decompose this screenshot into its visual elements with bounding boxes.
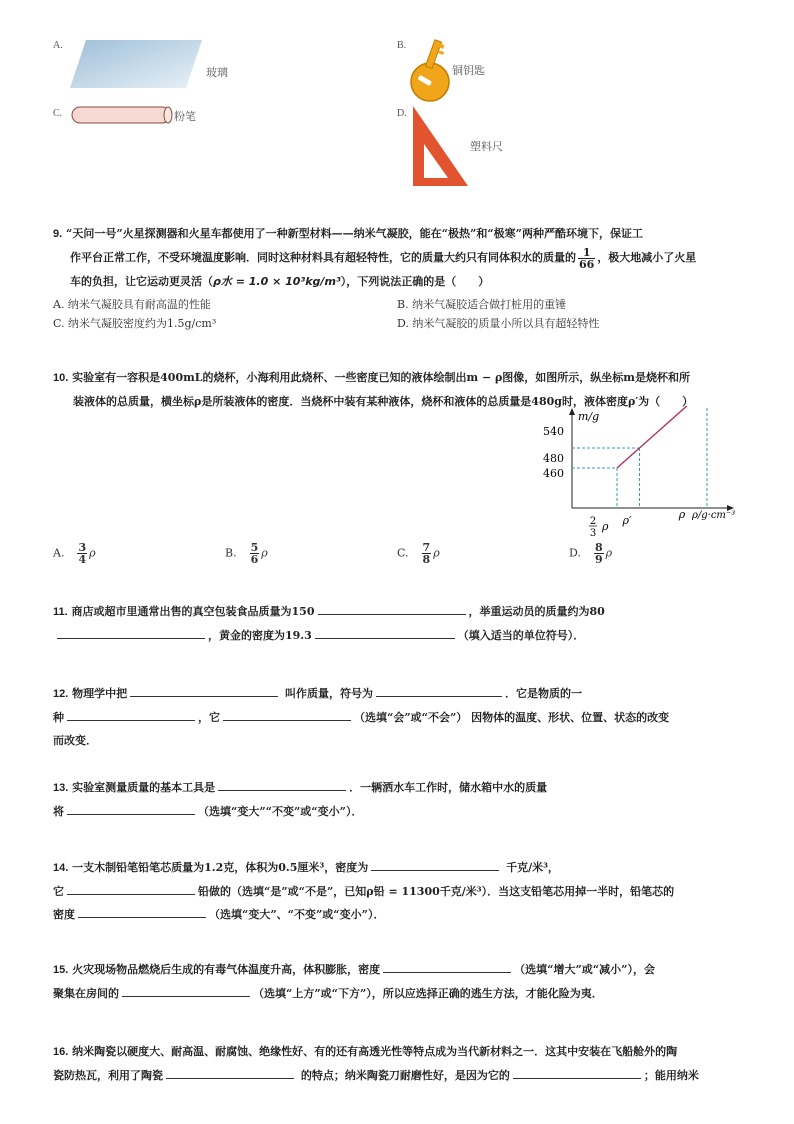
q9-option-a[interactable]: A. 纳米气凝胶具有耐高温的性能 <box>53 298 211 311</box>
q9-option-b[interactable]: B. 纳米气凝胶适合做打桩用的重锤 <box>397 298 567 311</box>
question-text: “天问一号”火星探测器和火星车都使用了一种新型材料——纳米气凝胶，能在“极热”和“极寒”两种严酷环境下，保证工 <box>66 227 643 240</box>
x-tick-two-thirds-num: 2 <box>589 516 597 527</box>
option-c-label: 粉笔 <box>174 111 196 123</box>
question-16 <box>53 1040 743 1087</box>
answer-blank[interactable] <box>78 904 206 918</box>
question-text: （填入适当的单位符号）． <box>457 629 585 642</box>
x-tick-two-thirds-rho: ρ <box>602 520 609 533</box>
y-tick-460: 460 <box>543 467 564 480</box>
question-text: 铅做的（选填“是”或“不是”，已知ρ铅 = 11300千克/米³）．当这支铅笔芯用掉一半时，铅笔芯的 <box>198 885 675 898</box>
question-text: （选填“变大”、“不变”或“变小”）． <box>209 908 385 921</box>
question-text: 火灾现场物品燃烧后生成的有毒气体温度升高，体积膨胀，密度 <box>72 963 381 976</box>
question-text: ．它是物质的一 <box>504 687 582 700</box>
question-text: 车的负担，让它运动更灵活（ <box>70 274 213 288</box>
question-text: 纳米陶瓷以硬度大、耐高温、耐腐蚀、绝缘性好、有的还有高透光性等特点成为当代新材料之一．这其中安装在飞船舱外的陶 <box>72 1045 678 1058</box>
m-rho-graph <box>520 406 744 540</box>
y-axis-arrow <box>569 408 575 415</box>
answer-blank[interactable] <box>218 777 346 791</box>
option-b-label: 铜钥匙 <box>452 65 485 77</box>
option-a-letter: A. <box>53 40 63 51</box>
question-text: 种 <box>53 711 64 724</box>
answer-blank[interactable] <box>318 601 466 615</box>
question-text: （选填“上方”或“下方”），所以应选择正确的逃生方法，才能化险为夷． <box>253 987 603 1000</box>
question-text: 瓷防热瓦，利用了陶瓷 <box>53 1069 163 1082</box>
option-a-label: 玻璃 <box>206 67 228 79</box>
question-text: 叫作质量，符号为 <box>284 687 373 700</box>
question-text: 千克/米³， <box>506 861 559 874</box>
answer-blank[interactable] <box>122 983 250 997</box>
answer-blank[interactable] <box>223 707 351 721</box>
y-tick-480: 480 <box>543 452 564 465</box>
question-13 <box>53 776 743 823</box>
answer-blank[interactable] <box>376 683 502 697</box>
answer-blank[interactable] <box>513 1065 641 1079</box>
question-text: （选填“增大”或“减小”），会 <box>514 963 655 976</box>
fraction-1-66: $\frac{1}{66}$ <box>579 245 595 271</box>
answer-blank[interactable] <box>57 625 205 639</box>
question-number: 11. <box>53 606 68 618</box>
question-11 <box>53 600 743 647</box>
y-axis-label: m/g <box>578 410 600 423</box>
answer-blank[interactable] <box>383 959 511 973</box>
question-text: ；能用纳米 <box>643 1069 699 1082</box>
question-number: 15. <box>53 964 69 976</box>
question-text: （选填“变大”“不变”或“变小”）． <box>198 805 363 818</box>
answer-blank[interactable] <box>371 857 499 871</box>
glass-pane-image <box>70 38 204 90</box>
question-number: 16. <box>53 1046 69 1058</box>
q9-option-d[interactable]: D. 纳米气凝胶的质量小所以具有超轻特性 <box>397 317 600 330</box>
answer-blank[interactable] <box>67 707 195 721</box>
question-15 <box>53 958 743 1005</box>
question-text: 作平台正常工作，不受环境温度影响．同时这种材料具有超轻特性，它的质量大约只有同体积水的质量的 <box>70 251 576 264</box>
x-tick-two-thirds-den: 3 <box>589 528 597 539</box>
copper-key-image <box>408 38 458 104</box>
question-text: 实验室测量质量的基本工具是 <box>72 781 216 794</box>
chalk-image <box>68 105 176 125</box>
question-text: 密度 <box>53 908 75 921</box>
question-number: 12. <box>53 688 69 700</box>
question-text: 将 <box>53 805 64 818</box>
x-axis-label: ρ/g·cm⁻³ <box>692 510 736 521</box>
plastic-triangle-ruler-image <box>410 104 470 188</box>
question-number: 14. <box>53 862 69 874</box>
question-text: ．一辆洒水车工作时，储水箱中水的质量 <box>349 781 548 794</box>
question-text: ，它 <box>198 711 220 724</box>
q10-option-b[interactable]: B. $\frac{5}{6}$ ρ <box>225 541 268 566</box>
question-text: 聚集在房间的 <box>53 987 119 1000</box>
question-text: 物理学中把 <box>72 687 128 700</box>
x-tick-rho: ρ <box>678 508 686 521</box>
question-text: （选填“会”或“不会”） 因物体的温度、形状、位置、状态的改变 <box>354 711 670 724</box>
option-d-letter: D. <box>397 108 407 119</box>
option-b-letter: B. <box>397 40 407 51</box>
question-number: 13. <box>53 782 69 794</box>
answer-blank[interactable] <box>166 1065 294 1079</box>
question-text: 实验室有一容积是400mL的烧杯，小海利用此烧杯、一些密度已知的液体绘制出m − ρ图像，如图所示，纵坐标m是烧杯和所 <box>72 371 690 384</box>
answer-blank[interactable] <box>67 801 195 815</box>
x-tick-rho-prime: ρ′ <box>622 514 632 527</box>
question-text: ，极大地减小了火星 <box>597 251 697 264</box>
question-text: 的特点；纳米陶瓷刀耐磨性好，是因为它的 <box>300 1069 510 1082</box>
q9-option-c[interactable]: C. 纳米气凝胶密度约为1.5g/cm³ <box>53 317 217 330</box>
question-text: 一支木制铅笔铅笔芯质量为1.2克，体积为0.5厘米³，密度为 <box>72 861 369 874</box>
question-text: 商店或超市里通常出售的真空包装食品质量为150 <box>71 605 315 618</box>
answer-blank[interactable] <box>130 683 278 697</box>
q10-option-c[interactable]: C. $\frac{7}{8}$ ρ <box>397 541 440 566</box>
q10-option-a[interactable]: A. $\frac{3}{4}$ ρ <box>53 541 96 566</box>
y-tick-540: 540 <box>543 425 564 438</box>
question-text: ，黄金的密度为19.3 <box>208 629 312 642</box>
q10-option-d[interactable]: D. $\frac{8}{9}$ ρ <box>569 541 613 566</box>
question-9 <box>53 222 743 293</box>
water-density-formula: ρ水 = 1.0 × 10³kg/m³ <box>213 274 341 288</box>
question-number: 10. <box>53 372 69 384</box>
question-12 <box>53 682 743 752</box>
question-text: ），下列说法正确的是（ ） <box>340 274 490 288</box>
question-text: 它 <box>53 885 64 898</box>
question-number: 9. <box>53 228 63 240</box>
option-d-label: 塑料尺 <box>470 141 503 153</box>
question-text: ，举重运动员的质量约为80 <box>468 605 605 618</box>
option-c-letter: C. <box>53 108 63 119</box>
answer-blank[interactable] <box>315 625 455 639</box>
question-text: 而改变． <box>53 734 97 747</box>
question-14 <box>53 856 743 926</box>
question-text: 装液体的总质量，横坐标ρ是所装液体的密度．当烧杯中装有某种液体，烧杯和液体的总质量是480g时，液体密度ρ′为（ ） <box>73 395 694 408</box>
answer-blank[interactable] <box>67 881 195 895</box>
data-line <box>617 406 707 468</box>
